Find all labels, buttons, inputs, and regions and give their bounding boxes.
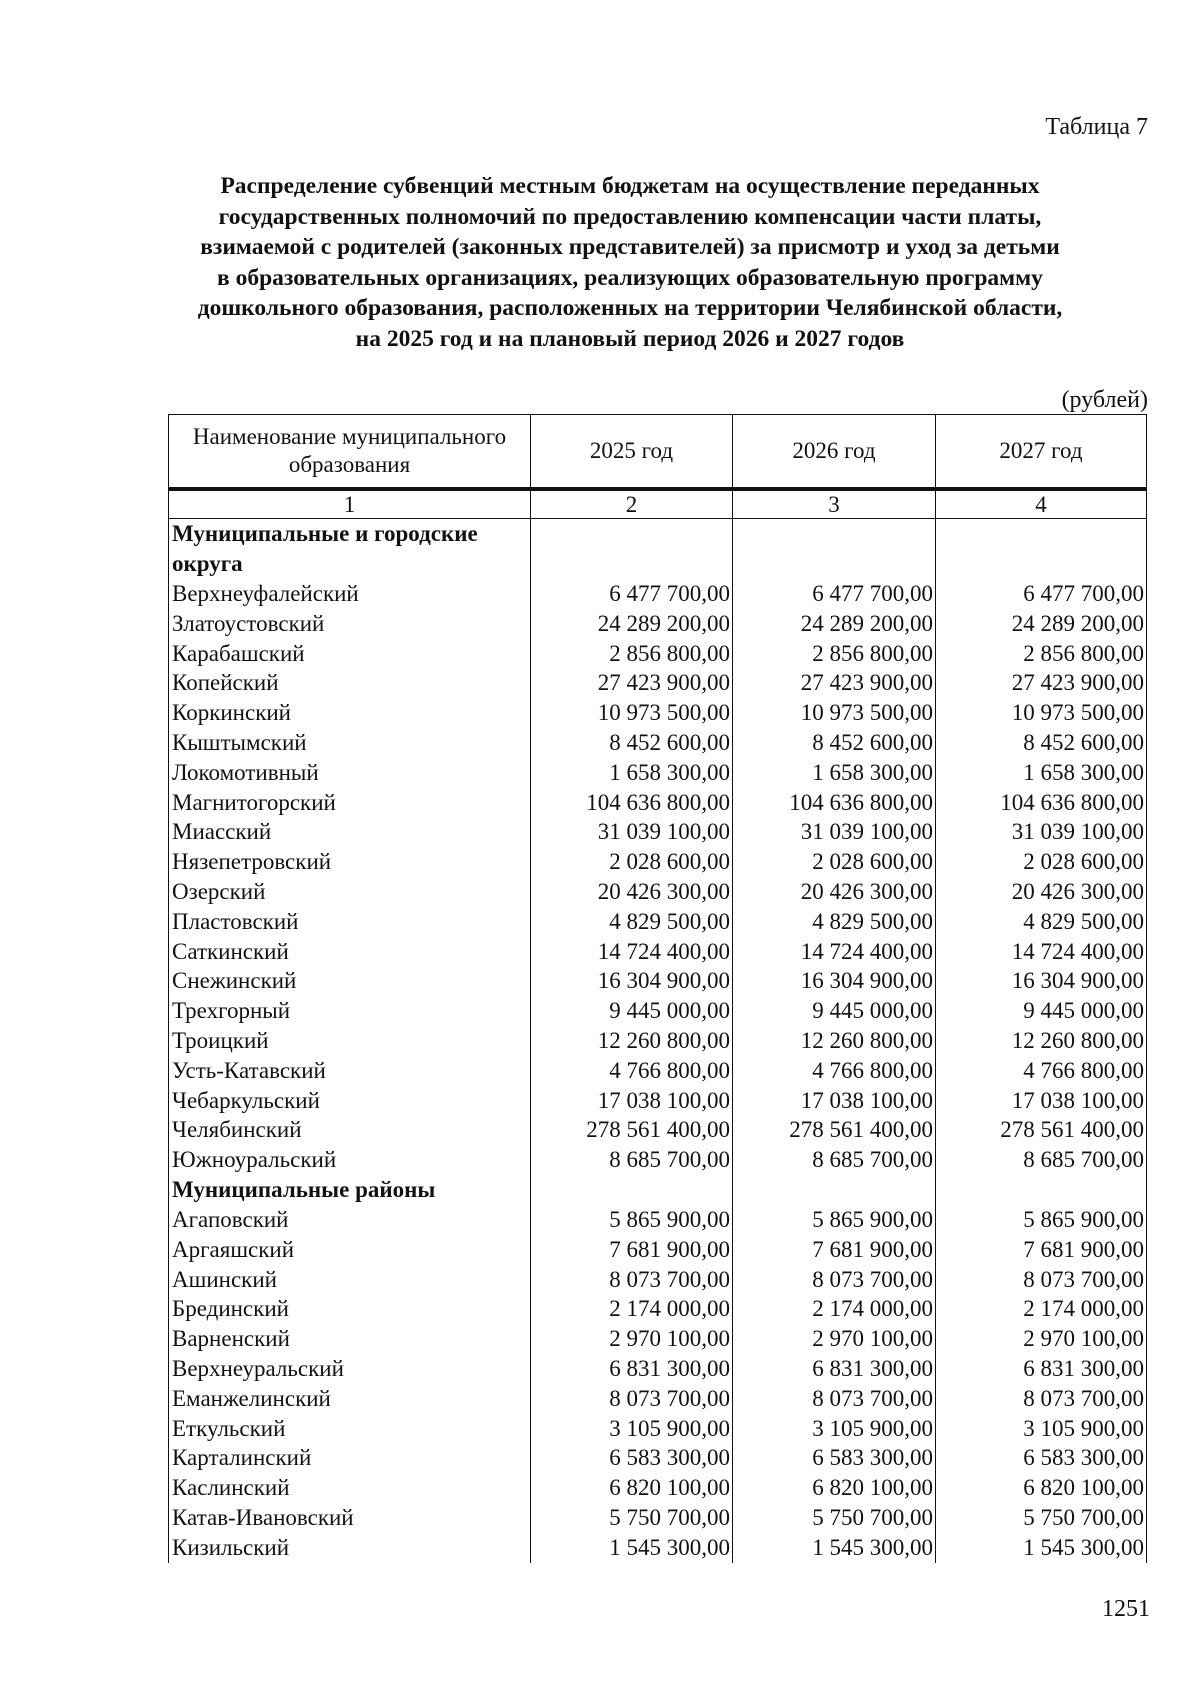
value-2025: 7 681 900,00 [531,1235,733,1265]
column-number: 2 [531,489,733,519]
value-2026: 8 452 600,00 [733,728,936,758]
value-2027: 4 829 500,00 [936,907,1147,937]
value-2027: 278 561 400,00 [936,1115,1147,1145]
table-row [169,579,1147,609]
value-2027: 9 445 000,00 [936,996,1147,1026]
table-header-row [169,415,1147,490]
municipality-name: Верхнеуфалейский [169,579,531,609]
table-row [169,1145,1147,1175]
table-row [169,1384,1147,1414]
value-2025: 8 073 700,00 [531,1384,733,1414]
column-header-name: Наименование муниципального образования [169,415,531,490]
municipality-name: Трехгорный [169,996,531,1026]
title-line: в образовательных организациях, реализующих образовательную программу [217,264,1043,291]
title-line: на 2025 год и на плановый период 2026 и 2027 годов [355,325,905,352]
value-2026: 8 685 700,00 [733,1145,936,1175]
value-2027: 6 583 300,00 [936,1443,1147,1473]
table-row [169,1354,1147,1384]
municipality-name: Верхнеуральский [169,1354,531,1384]
municipality-name: Локомотивный [169,758,531,788]
table-row [169,817,1147,847]
table-row [169,698,1147,728]
municipality-name: Снежинский [169,966,531,996]
table-row [169,996,1147,1026]
municipality-name: Брединский [169,1294,531,1324]
table-row [169,877,1147,907]
value-2027: 6 831 300,00 [936,1354,1147,1384]
municipality-name: Еткульский [169,1414,531,1444]
municipality-name: Чебаркульский [169,1086,531,1116]
table-row [169,847,1147,877]
value-2027: 16 304 900,00 [936,966,1147,996]
table-row [169,758,1147,788]
value-2025: 9 445 000,00 [531,996,733,1026]
value-2026: 6 831 300,00 [733,1354,936,1384]
value-2025: 8 685 700,00 [531,1145,733,1175]
column-number: 4 [936,489,1147,519]
empty-cell [733,1175,936,1205]
table-row [169,668,1147,698]
value-2027: 6 820 100,00 [936,1473,1147,1503]
value-2027: 14 724 400,00 [936,937,1147,967]
document-title [150,171,1110,354]
title-line: взимаемой с родителей (законных представителей) за присмотр и уход за детьми [200,234,1060,260]
value-2027: 8 073 700,00 [936,1384,1147,1414]
table-row [169,639,1147,669]
title-line: государственных полномочий по предоставлению компенсации части платы, [218,203,1042,230]
value-2026: 7 681 900,00 [733,1235,936,1265]
value-2027: 5 865 900,00 [936,1205,1147,1235]
table-row [169,1443,1147,1473]
value-2025: 8 452 600,00 [531,728,733,758]
value-2026: 104 636 800,00 [733,788,936,818]
column-number: 1 [169,489,531,519]
municipality-name: Миасский [169,817,531,847]
value-2027: 24 289 200,00 [936,609,1147,639]
municipality-name: Карталинский [169,1443,531,1473]
value-2027: 17 038 100,00 [936,1086,1147,1116]
value-2025: 2 970 100,00 [531,1324,733,1354]
value-2026: 8 073 700,00 [733,1265,936,1295]
value-2027: 5 750 700,00 [936,1503,1147,1533]
value-2026: 9 445 000,00 [733,996,936,1026]
value-2025: 3 105 900,00 [531,1414,733,1444]
value-2027: 10 973 500,00 [936,698,1147,728]
value-2026: 6 477 700,00 [733,579,936,609]
municipality-name: Агаповский [169,1205,531,1235]
value-2025: 2 856 800,00 [531,639,733,669]
table-row [169,1026,1147,1056]
municipality-name: Саткинский [169,937,531,967]
units-label: (рублей) [1061,387,1148,413]
table-row [169,966,1147,996]
table-row [169,1235,1147,1265]
empty-cell [936,519,1147,580]
title-line: Распределение субвенций местным бюджетам на осуществление переданных [220,173,1040,199]
table-row [169,728,1147,758]
municipality-name: Каслинский [169,1473,531,1503]
municipality-name: Златоустовский [169,609,531,639]
value-2027: 1 545 300,00 [936,1533,1147,1563]
value-2026: 24 289 200,00 [733,609,936,639]
value-2027: 104 636 800,00 [936,788,1147,818]
value-2025: 5 865 900,00 [531,1205,733,1235]
value-2025: 17 038 100,00 [531,1086,733,1116]
value-2027: 2 856 800,00 [936,639,1147,669]
value-2025: 20 426 300,00 [531,877,733,907]
value-2027: 12 260 800,00 [936,1026,1147,1056]
value-2025: 31 039 100,00 [531,817,733,847]
table-body [169,489,1147,1563]
table-row [169,1115,1147,1145]
table-row [169,1265,1147,1295]
value-2025: 2 174 000,00 [531,1294,733,1324]
value-2026: 6 820 100,00 [733,1473,936,1503]
value-2027: 7 681 900,00 [936,1235,1147,1265]
value-2025: 5 750 700,00 [531,1503,733,1533]
empty-cell [531,1175,733,1205]
municipality-name: Кизильский [169,1533,531,1563]
value-2027: 2 174 000,00 [936,1294,1147,1324]
table-row [169,1473,1147,1503]
value-2026: 1 658 300,00 [733,758,936,788]
municipality-name: Пластовский [169,907,531,937]
section-row [169,519,1147,580]
table-row [169,907,1147,937]
value-2025: 2 028 600,00 [531,847,733,877]
table-row [169,1294,1147,1324]
value-2026: 14 724 400,00 [733,937,936,967]
value-2026: 3 105 900,00 [733,1414,936,1444]
table-row [169,937,1147,967]
value-2026: 27 423 900,00 [733,668,936,698]
value-2026: 2 174 000,00 [733,1294,936,1324]
value-2025: 4 829 500,00 [531,907,733,937]
municipality-name: Кыштымский [169,728,531,758]
municipality-name: Нязепетровский [169,847,531,877]
value-2026: 4 766 800,00 [733,1056,936,1086]
value-2027: 2 970 100,00 [936,1324,1147,1354]
value-2026: 4 829 500,00 [733,907,936,937]
table-label: Таблица 7 [1045,114,1148,140]
value-2026: 17 038 100,00 [733,1086,936,1116]
municipality-name: Озерский [169,877,531,907]
value-2025: 6 583 300,00 [531,1443,733,1473]
value-2025: 6 477 700,00 [531,579,733,609]
value-2026: 278 561 400,00 [733,1115,936,1145]
municipality-name: Магнитогорский [169,788,531,818]
value-2025: 6 820 100,00 [531,1473,733,1503]
value-2027: 31 039 100,00 [936,817,1147,847]
empty-cell [733,519,936,580]
column-header-2025: 2025 год [531,415,733,490]
value-2025: 16 304 900,00 [531,966,733,996]
value-2027: 8 452 600,00 [936,728,1147,758]
value-2027: 8 685 700,00 [936,1145,1147,1175]
empty-cell [936,1175,1147,1205]
value-2025: 1 545 300,00 [531,1533,733,1563]
table-row [169,1205,1147,1235]
value-2026: 2 856 800,00 [733,639,936,669]
table-row [169,788,1147,818]
value-2027: 20 426 300,00 [936,877,1147,907]
value-2025: 24 289 200,00 [531,609,733,639]
value-2026: 2 970 100,00 [733,1324,936,1354]
empty-cell [531,519,733,580]
section-title: Муниципальные и городские округа [169,519,531,580]
value-2026: 10 973 500,00 [733,698,936,728]
value-2025: 278 561 400,00 [531,1115,733,1145]
value-2027: 2 028 600,00 [936,847,1147,877]
table-row [169,609,1147,639]
municipality-name: Троицкий [169,1026,531,1056]
value-2027: 3 105 900,00 [936,1414,1147,1444]
page-number: 1251 [1102,1596,1150,1622]
municipality-name: Аргаяшский [169,1235,531,1265]
title-line: дошкольного образования, расположенных на территории Челябинской области, [197,295,1063,321]
value-2025: 104 636 800,00 [531,788,733,818]
value-2026: 6 583 300,00 [733,1443,936,1473]
value-2026: 31 039 100,00 [733,817,936,847]
value-2025: 14 724 400,00 [531,937,733,967]
table-row [169,1056,1147,1086]
municipality-name: Карабашский [169,639,531,669]
column-number-row [169,489,1147,519]
value-2025: 6 831 300,00 [531,1354,733,1384]
column-number: 3 [733,489,936,519]
subvention-table [168,414,1147,1563]
value-2025: 8 073 700,00 [531,1265,733,1295]
value-2026: 20 426 300,00 [733,877,936,907]
table-row [169,1324,1147,1354]
section-row [169,1175,1147,1205]
value-2026: 12 260 800,00 [733,1026,936,1056]
value-2025: 1 658 300,00 [531,758,733,788]
municipality-name: Усть-Катавский [169,1056,531,1086]
value-2025: 12 260 800,00 [531,1026,733,1056]
value-2026: 1 545 300,00 [733,1533,936,1563]
value-2025: 4 766 800,00 [531,1056,733,1086]
municipality-name: Ашинский [169,1265,531,1295]
table-row [169,1533,1147,1563]
value-2027: 6 477 700,00 [936,579,1147,609]
municipality-name: Еманжелинский [169,1384,531,1414]
value-2026: 2 028 600,00 [733,847,936,877]
table-row [169,1086,1147,1116]
municipality-name: Коркинский [169,698,531,728]
section-title: Муниципальные районы [169,1175,531,1205]
municipality-name: Челябинский [169,1115,531,1145]
value-2025: 10 973 500,00 [531,698,733,728]
value-2027: 27 423 900,00 [936,668,1147,698]
column-header-2027: 2027 год [936,415,1147,490]
value-2026: 5 865 900,00 [733,1205,936,1235]
value-2027: 1 658 300,00 [936,758,1147,788]
value-2027: 4 766 800,00 [936,1056,1147,1086]
table-row [169,1503,1147,1533]
column-header-2026: 2026 год [733,415,936,490]
municipality-name: Катав-Ивановский [169,1503,531,1533]
value-2025: 27 423 900,00 [531,668,733,698]
table-row [169,1414,1147,1444]
municipality-name: Копейский [169,668,531,698]
municipality-name: Варненский [169,1324,531,1354]
value-2026: 16 304 900,00 [733,966,936,996]
value-2026: 5 750 700,00 [733,1503,936,1533]
municipality-name: Южноуральский [169,1145,531,1175]
value-2027: 8 073 700,00 [936,1265,1147,1295]
value-2026: 8 073 700,00 [733,1384,936,1414]
